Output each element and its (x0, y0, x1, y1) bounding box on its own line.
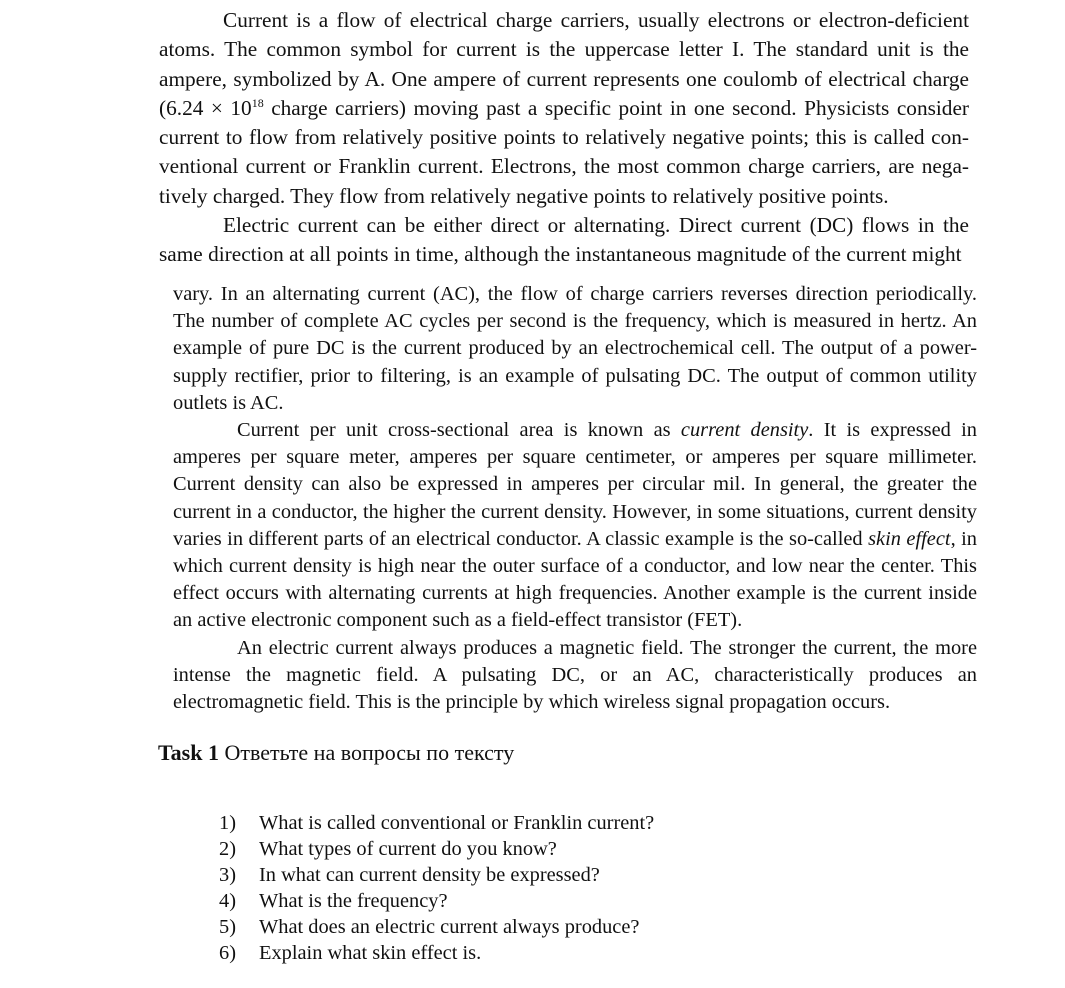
question-text: Explain what skin effect is. (259, 942, 482, 964)
task-label: Task 1 (158, 740, 219, 765)
list-item (219, 836, 654, 862)
question-number: 1) (219, 812, 236, 834)
paragraph-current-density (173, 417, 977, 635)
list-item (219, 810, 654, 836)
task-instruction: Ответьте на вопросы по тексту (218, 740, 515, 765)
text-span: . It is expressed in amperes per square meter, amperes per square centimeter, or amperes per square millimeter. Current density can also be expressed in amperes per circular mil. In general, the greater the current in a conductor, the higher the current density. However, in some situations, current density varies in different parts of an electrical conductor. A classic example is the so-called (173, 419, 978, 550)
text-span: Current is a flow of electrical charge carriers, usually electrons or electron-deficient atoms. The common symbol for current is the uppercase letter I. The standard unit is the ampere, symbolized by A. One ampere of current represents one coulomb of electrical charge (6.24 × 10 (159, 8, 969, 120)
question-text: What is the frequency? (259, 890, 448, 912)
question-number: 2) (219, 838, 236, 860)
list-item (219, 888, 654, 914)
text-block-top (159, 6, 969, 270)
list-item (219, 940, 654, 966)
question-number: 5) (219, 916, 236, 938)
task-heading (158, 740, 514, 766)
question-text: In what can current density be expressed? (259, 864, 600, 886)
paragraph-current-definition (159, 6, 969, 211)
list-item (219, 914, 654, 940)
list-item (219, 862, 654, 888)
paragraph-ac-continued: vary. In an alternating current (AC), the flow of charge carriers reverses direction periodically. The number of complete AC cycles per second is the frequency, which is measured in hertz. An example of pure DC is the current produced by an electrochemical cell. The output of a power-supply rectifier, prior to filtering, is an example of pulsating DC. The output of common utility outlets is AC. (173, 283, 977, 414)
question-number: 4) (219, 890, 236, 912)
text-block-bottom (173, 281, 977, 716)
paragraph-direct-alternating: Electric current can be either direct or alternating. Direct current (DC) flows in the same direction at all points in time, although the instantaneous magnitude of the current might (159, 213, 969, 267)
question-list (219, 810, 654, 966)
term-skin-effect: skin effect (868, 527, 951, 550)
superscript-exponent: 18 (251, 95, 264, 110)
text-span: charge carriers) moving past a specific point in one second. Physicists consider current to flow from relatively positive points to relatively negative points; this is called conventional current or Franklin current. Electrons, the most common charge carriers, are negatively charged. They flow from relatively negative points to relatively positive points. (159, 95, 969, 208)
question-text: What types of current do you know? (259, 838, 557, 860)
question-text: What is called conventional or Franklin current? (259, 812, 655, 834)
text-span: Current per unit cross-sectional area is known as (237, 419, 681, 442)
term-current-density: current density (680, 419, 809, 442)
paragraph-magnetic-field: An electric current always produces a magnetic field. The stronger the current, the more intense the magnetic field. A pulsating DC, or an AC, characteristically produces an electromagnetic field. This is the principle by which wireless signal propagation occurs. (173, 636, 977, 714)
question-text: What does an electric current always produce? (259, 916, 640, 938)
question-number: 6) (219, 942, 236, 964)
text-span: , in which current density is high near the outer surface of a conductor, and low near the center. This effect occurs with alternating currents at high frequencies. Another example is the current inside an active electronic component such as a field-effect transistor (FET). (173, 527, 977, 632)
question-number: 3) (219, 864, 236, 886)
